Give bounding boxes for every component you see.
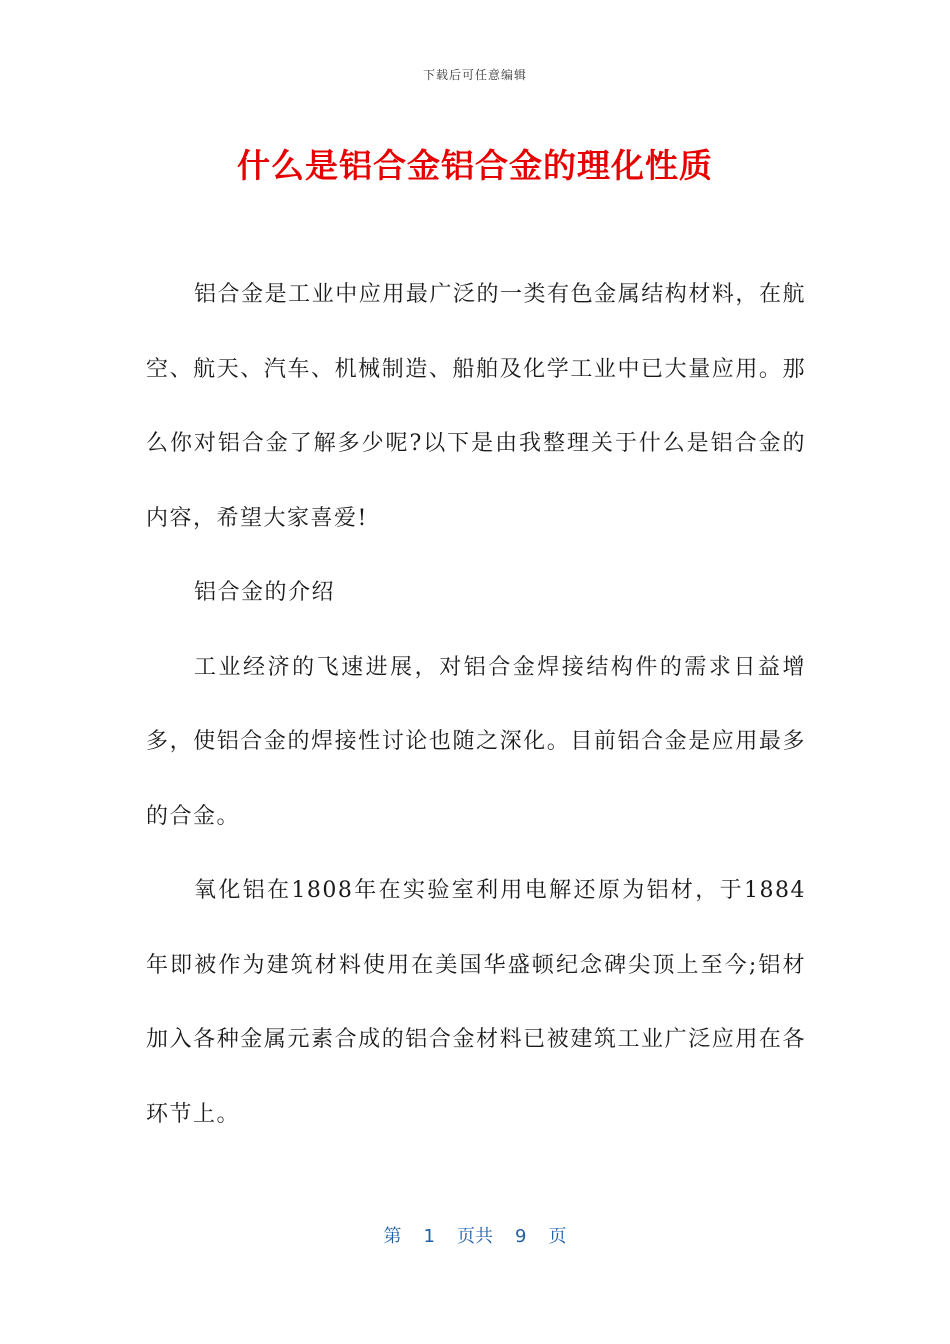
document-title: 什么是铝合金铝合金的理化性质 bbox=[237, 146, 713, 185]
document-body bbox=[146, 258, 806, 1152]
paragraph-development: 工业经济的飞速进展，对铝合金焊接结构件的需求日益增多，使铝合金的焊接性讨论也随之深化。目前铝合金是应用最多的合金。 bbox=[146, 654, 806, 829]
total-pages-number: 9 bbox=[515, 1226, 527, 1247]
page-footer bbox=[0, 1222, 950, 1248]
header-note: 下载后可任意编辑 bbox=[422, 68, 527, 82]
paragraph-intro: 铝合金是工业中应用最广泛的一类有色金属结构材料，在航空、航天、汽车、机械制造、船舶及化学工业中已大量应用。那么你对铝合金了解多少呢?以下是由我整理关于什么是铝合金的内容，希望大家喜爱! bbox=[146, 282, 806, 531]
current-page-number: 1 bbox=[423, 1226, 435, 1247]
paragraph-history: 氧化铝在1808年在实验室利用电解还原为铝材，于1884年即被作为建筑材料使用在美国华盛顿纪念碑尖顶上至今;铝材加入各种金属元素合成的铝合金材料已被建筑工业广泛应用在各环节上。 bbox=[146, 878, 806, 1127]
page-label-suffix: 页 bbox=[548, 1226, 567, 1247]
section-heading: 铝合金的介绍 bbox=[194, 580, 336, 605]
page-label-prefix: 第 bbox=[383, 1226, 402, 1247]
page-label-middle: 页共 bbox=[457, 1226, 493, 1247]
